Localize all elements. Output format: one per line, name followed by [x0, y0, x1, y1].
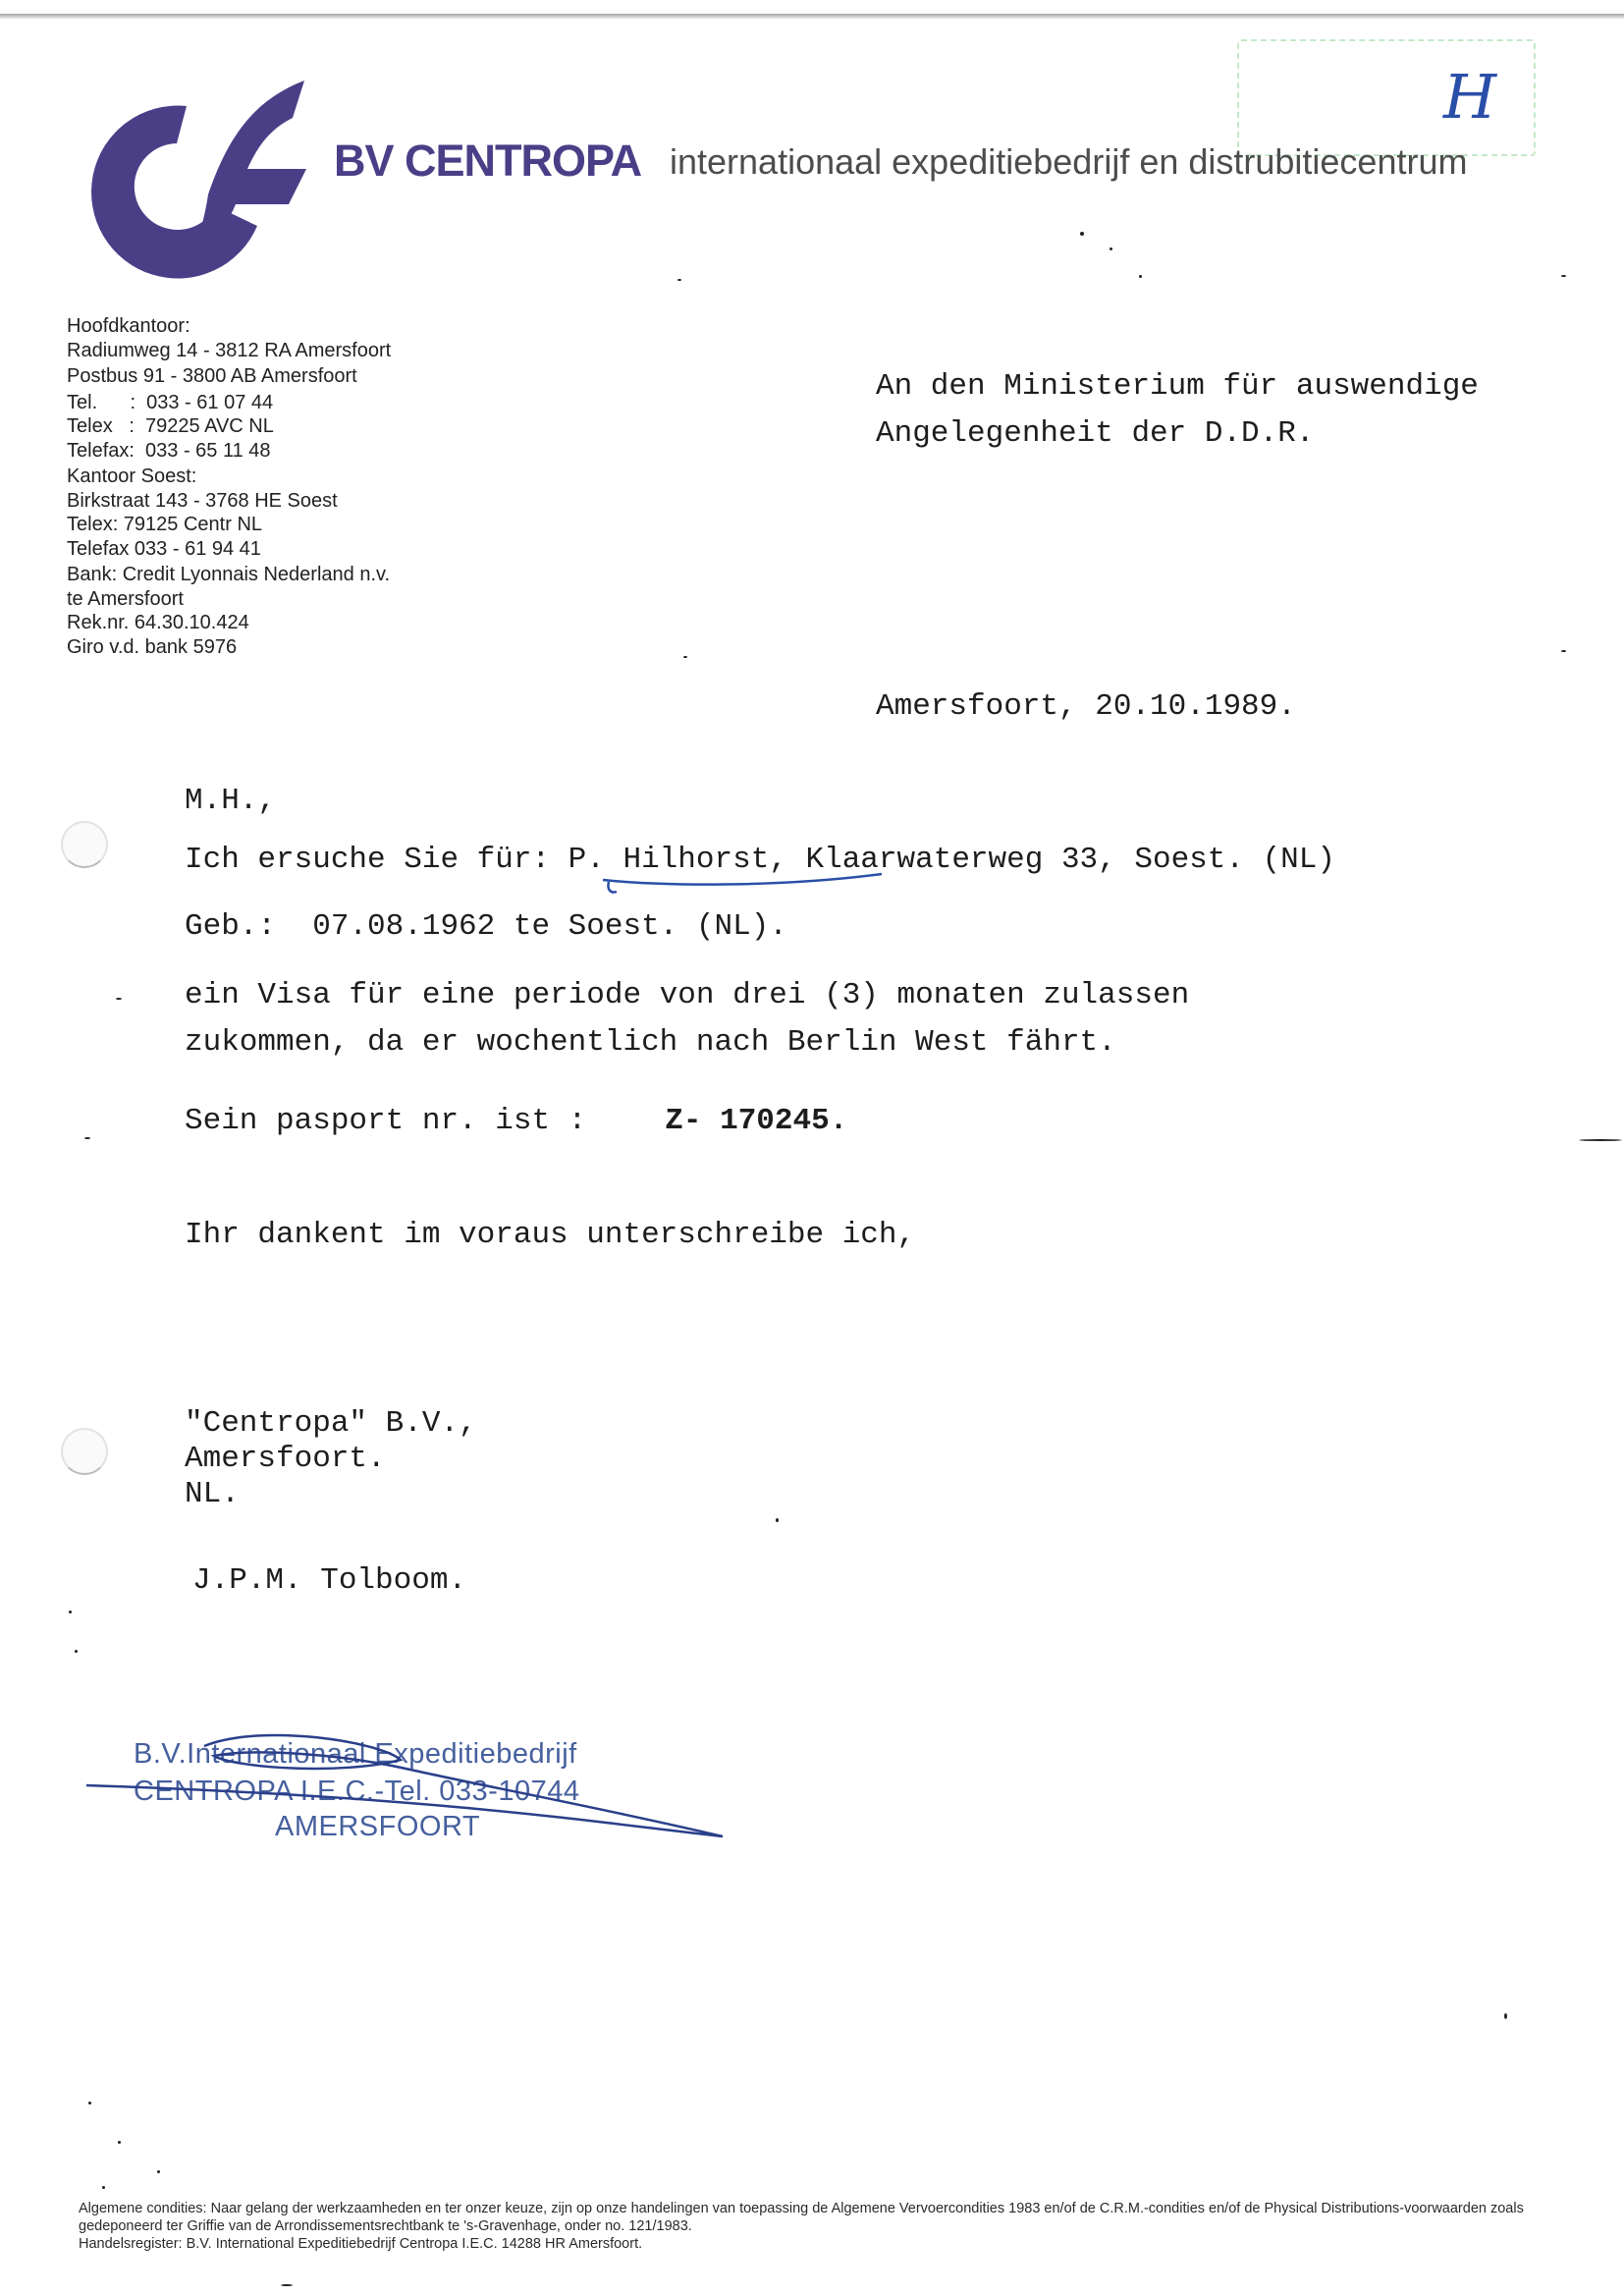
- signature-block: [185, 1406, 477, 1512]
- scan-speck: [776, 1518, 779, 1522]
- footer-register: [79, 2235, 1571, 2253]
- passport-label: Sein pasport nr. ist :: [185, 1104, 587, 1138]
- sender-telefax: Telefax: 033 - 65 11 48: [67, 439, 271, 462]
- brand-tagline: internationaal expeditiebedrijf en distrubitiecentrum: [670, 141, 1468, 182]
- signer-name: J.P.M. Tolboom.: [192, 1563, 467, 1598]
- stamp-line-1: B.V.Internationaal Expeditiebedrijf: [134, 1738, 577, 1770]
- scan-speck: [69, 1611, 72, 1613]
- handwritten-mark: H: [1443, 61, 1497, 133]
- centropa-logo-icon: [61, 79, 316, 280]
- bank-city: te Amersfoort: [67, 587, 184, 610]
- brand-name: BV CENTROPA: [334, 136, 642, 186]
- scan-speck: [84, 1137, 90, 1139]
- scan-edge: [0, 14, 1624, 20]
- punch-hole: [61, 1428, 108, 1475]
- birth-line: Geb.: 07.08.1962 te Soest. (NL).: [185, 909, 787, 944]
- stamp-line-2: CENTROPA I.E.C.-Tel. 033-10744: [134, 1776, 580, 1807]
- scan-speck: [1080, 232, 1084, 236]
- addressee-line-2: Angelegenheit der D.D.R.: [876, 416, 1315, 451]
- soest-office-label: Kantoor Soest:: [67, 465, 197, 487]
- request-line: Ich ersuche Sie für: P. Hilhorst, Klaarwaterweg 33, Soest. (NL): [185, 843, 1335, 877]
- signature-city: Amersfoort.: [185, 1442, 386, 1476]
- sender-telex: Telex : 79225 AVC NL: [67, 415, 274, 437]
- scan-speck: [677, 279, 681, 281]
- stamp-line-3: AMERSFOORT: [275, 1811, 481, 1842]
- scan-speck: [1579, 1139, 1622, 1141]
- bank-account: Rek.nr. 64.30.10.424: [67, 612, 249, 633]
- handwritten-underline: [601, 870, 886, 909]
- footer-conditions-label: Algemene condities:: [79, 2201, 207, 2216]
- addressee: [876, 363, 1479, 458]
- footer-conditions-text: [79, 2200, 1571, 2235]
- salutation: M.H.,: [185, 784, 277, 818]
- scan-speck: [118, 2141, 121, 2144]
- passport-line: [185, 1104, 847, 1138]
- sender-tel: Tel. : 033 - 61 07 44: [67, 391, 274, 413]
- company-stamp: [86, 1728, 734, 1866]
- scan-speck: [683, 656, 687, 658]
- head-office-postbox: Postbus 91 - 3800 AB Amersfoort: [67, 365, 357, 387]
- visa-line-1: ein Visa für eine periode von drei (3) monaten zulassen: [185, 978, 1190, 1012]
- passport-number: Z- 170245.: [665, 1104, 848, 1138]
- scan-speck: [1561, 650, 1566, 652]
- scan-speck: [1561, 275, 1566, 277]
- scan-speck: [116, 998, 122, 1000]
- scan-speck: [102, 2186, 105, 2189]
- bank-giro: Giro v.d. bank 5976: [67, 635, 238, 658]
- soest-telex: Telex: 79125 Centr NL: [67, 514, 263, 535]
- signature-company: "Centropa" B.V.,: [185, 1406, 477, 1441]
- scan-speck: [157, 2170, 160, 2173]
- signature-country: NL.: [185, 1477, 240, 1511]
- addressee-line-1: An den Ministerium für auswendige: [876, 369, 1479, 404]
- visa-line-2: zukommen, da er wochentlich nach Berlin West fährt.: [185, 1025, 1116, 1060]
- punch-hole: [61, 821, 108, 868]
- soest-street: Birkstraat 143 - 3768 HE Soest: [67, 489, 338, 512]
- closing-line: Ihr dankent im voraus unterschreibe ich,: [185, 1218, 916, 1252]
- bank-name: Bank: Credit Lyonnais Nederland n.v.: [67, 564, 391, 585]
- scan-speck: [75, 1650, 78, 1653]
- dateline: Amersfoort, 20.10.1989.: [876, 689, 1296, 724]
- soest-telefax: Telefax 033 - 61 94 41: [67, 537, 261, 560]
- footer-conditions: [79, 2200, 1571, 2253]
- scan-speck: [1504, 2013, 1507, 2019]
- head-office-label: Hoofdkantoor:: [67, 315, 190, 337]
- scan-speck: [1110, 247, 1112, 250]
- scan-speck: [281, 2284, 293, 2286]
- head-office-street: Radiumweg 14 - 3812 RA Amersfoort: [67, 339, 392, 361]
- footer-register-body: B.V. International Expeditiebedrijf Centropa I.E.C. 14288 HR Amersfoort.: [186, 2236, 643, 2252]
- scan-speck: [1139, 275, 1142, 278]
- signature-scribble-icon: [86, 1728, 734, 1866]
- footer-conditions-body: Naar gelang der werkzaamheden en ter onzer keuze, zijn op onze handelingen van toepassing de Algemene Vervoercondities 1983 en/of de C.R.M.-condities en/of de Physical Distributions-voorwaarden zoals gedeponeerd ter Griffie van de Arrondissementsrechtbank te 's-Gravenhage, onder no. 121/1983.: [79, 2201, 1524, 2234]
- sender-details: [67, 314, 391, 659]
- footer-register-label: Handelsregister:: [79, 2236, 183, 2252]
- scan-speck: [88, 2102, 91, 2105]
